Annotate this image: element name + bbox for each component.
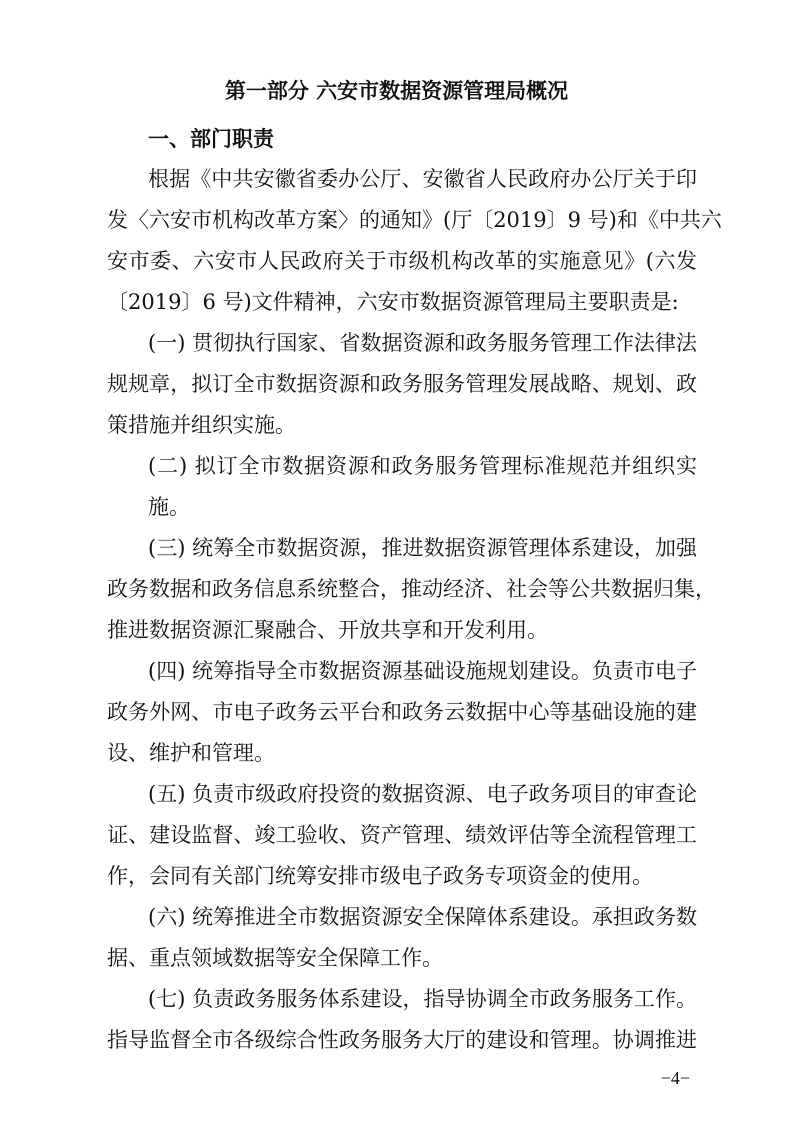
duty-2-line-1: (二) 拟订全市数据资源和政务服务管理标准规范并组织实 <box>148 454 697 478</box>
duty-1-line-3: 策措施并组织实施。 <box>107 413 296 437</box>
duty-1-line-2: 规规章，拟订全市数据资源和政务服务管理发展战略、规划、政 <box>107 372 697 396</box>
section-heading-department-duties: 一、部门职责 <box>148 127 274 151</box>
duty-7-line-2: 指导监督全市各级综合性政务服务大厅的建设和管理。协调推进 <box>107 1028 697 1052</box>
document-title: 第一部分 六安市数据资源管理局概况 <box>224 79 569 103</box>
duty-1-line-1: (一) 贯彻执行国家、省数据资源和政务服务管理工作法律法 <box>148 331 697 355</box>
duty-5-line-2: 证、建设监督、竣工验收、资产管理、绩效评估等全流程管理工 <box>107 823 697 847</box>
duty-4-line-2: 政务外网、市电子政务云平台和政务云数据中心等基础设施的建 <box>107 700 697 724</box>
paragraph-intro-line-2: 发〈六安市机构改革方案〉的通知》(厅〔2019〕9 号)和《中共六 <box>107 208 722 232</box>
duty-2-line-2: 施。 <box>148 495 190 519</box>
duty-3-line-1: (三) 统筹全市数据资源，推进数据资源管理体系建设，加强 <box>148 536 697 560</box>
paragraph-intro-line-4: 〔2019〕6 号)文件精神，六安市数据资源管理局主要职责是: <box>107 290 679 314</box>
duty-7-line-1: (七) 负责政务服务体系建设，指导协调全市政务服务工作。 <box>148 987 697 1011</box>
duty-3-line-3: 推进数据资源汇聚融合、开放共享和开发利用。 <box>107 618 548 642</box>
paragraph-intro-line-1: 根据《中共安徽省委办公厅、安徽省人民政府办公厅关于印 <box>148 167 697 191</box>
duty-4-line-3: 设、维护和管理。 <box>107 741 275 765</box>
page-number: −4− <box>660 1068 690 1088</box>
duty-6-line-1: (六) 统筹推进全市数据资源安全保障体系建设。承担政务数 <box>148 905 697 929</box>
paragraph-intro-line-3: 安市委、六安市人民政府关于市级机构改革的实施意见》(六发 <box>107 249 697 273</box>
duty-6-line-2: 据、重点领域数据等安全保障工作。 <box>107 946 443 970</box>
duty-5-line-3: 作，会同有关部门统筹安排市级电子政务专项资金的使用。 <box>107 864 653 888</box>
duty-4-line-1: (四) 统筹指导全市数据资源基础设施规划建设。负责市电子 <box>148 659 697 683</box>
duty-3-line-2: 政务数据和政务信息系统整合，推动经济、社会等公共数据归集， <box>107 577 716 601</box>
duty-5-line-1: (五) 负责市级政府投资的数据资源、电子政务项目的审查论 <box>148 782 697 806</box>
